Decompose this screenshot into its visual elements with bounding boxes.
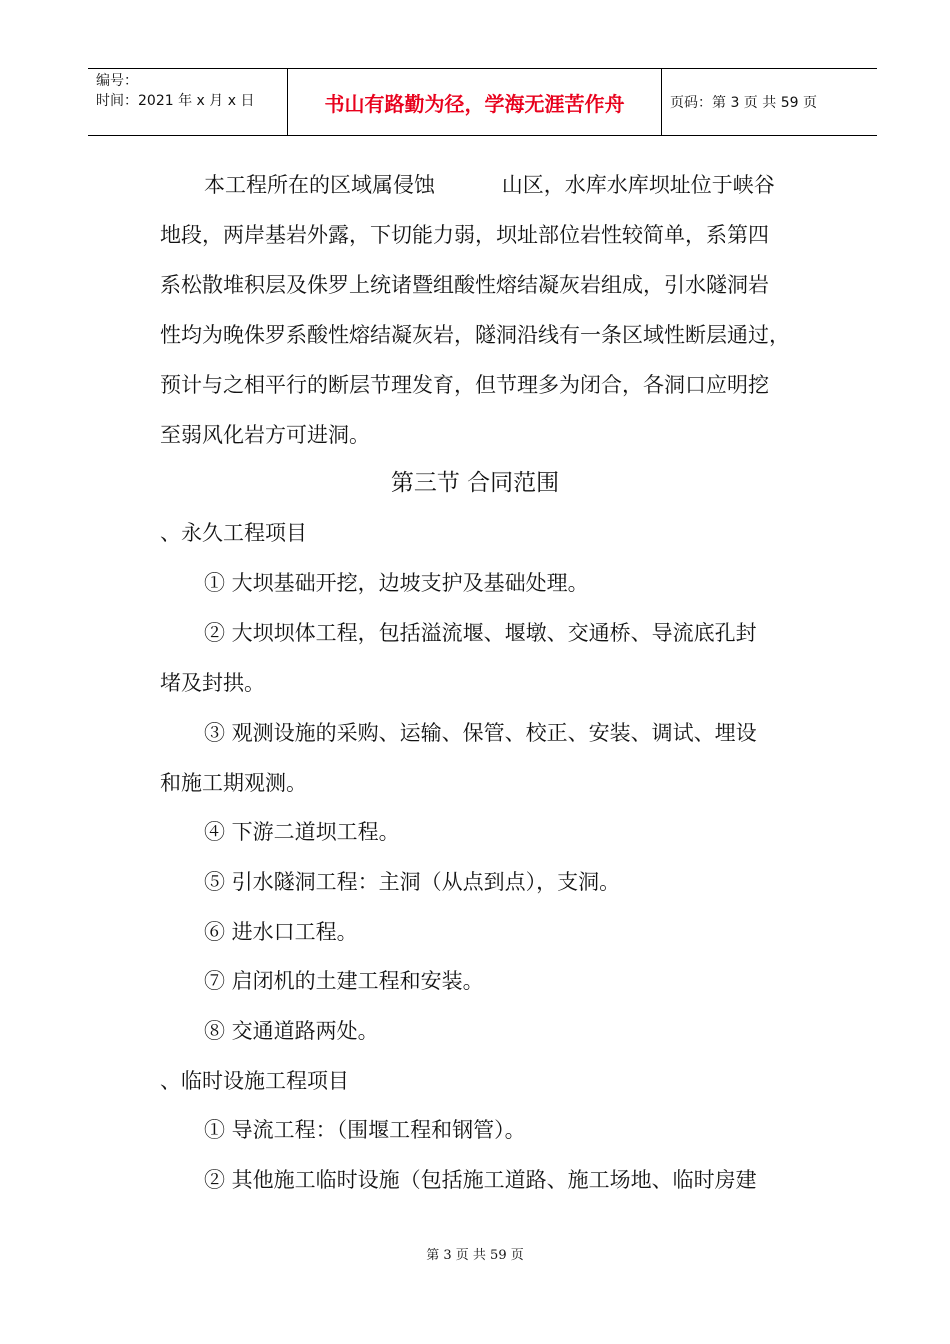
list-item: ⑦ 启闭机的土建工程和安装。 (204, 969, 484, 993)
list-item: ① 导流工程：（围堰工程和钢管）。 (204, 1118, 526, 1142)
list-item: ① 大坝基础开挖，边坡支护及基础处理。 (204, 571, 589, 595)
list-item: ③ 观测设施的采购、运输、保管、校正、安装、调试、埋设 (204, 721, 757, 745)
paragraph-line: 性均为晚侏罗系酸性熔结凝灰岩，隧洞沿线有一条区域性断层通过， (160, 323, 790, 347)
page-footer: 第 3 页 共 59 页 (426, 1248, 524, 1263)
header-page-number: 页码：第 3 页 共 59 页 (670, 95, 817, 111)
page-header (88, 68, 877, 136)
paragraph-line: 地段，两岸基岩外露，下切能力弱，坝址部位岩性较简单，系第四 (160, 223, 769, 247)
list-item: ② 其他施工临时设施（包括施工道路、施工场地、临时房建 (204, 1168, 757, 1192)
list-heading: 、临时设施工程项目 (160, 1069, 349, 1093)
paragraph-line: 本工程所在的区域属侵蚀 山区，水库水库坝址位于峡谷 (204, 173, 775, 197)
list-item: ② 大坝坝体工程，包括溢流堰、堰墩、交通桥、导流底孔封 (204, 621, 757, 645)
section-title: 第三节 合同范围 (390, 470, 560, 496)
list-item: ④ 下游二道坝工程。 (204, 820, 400, 844)
paragraph-line: 至弱风化岩方可进洞。 (160, 423, 370, 447)
list-item-continuation: 堵及封拱。 (160, 671, 265, 695)
list-heading: 、永久工程项目 (160, 521, 307, 545)
list-item-continuation: 和施工期观测。 (160, 771, 307, 795)
header-motto: 书山有路勤为径，学海无涯苦作舟 (288, 69, 662, 135)
document-number-label: 编号： (96, 73, 138, 89)
list-item: ⑧ 交通道路两处。 (204, 1019, 379, 1043)
list-item: ⑤ 引水隧洞工程：主洞（从点到点），支洞。 (204, 870, 621, 894)
list-item: ⑥ 进水口工程。 (204, 920, 358, 944)
paragraph-line: 系松散堆积层及侏罗上统诸暨组酸性熔结凝灰岩组成，引水隧洞岩 (160, 273, 769, 297)
paragraph-line: 预计与之相平行的断层节理发育，但节理多为闭合，各洞口应明挖 (160, 373, 769, 397)
header-meta (88, 69, 288, 135)
document-time-label: 时间：2021 年 x 月 x 日 (96, 93, 255, 109)
